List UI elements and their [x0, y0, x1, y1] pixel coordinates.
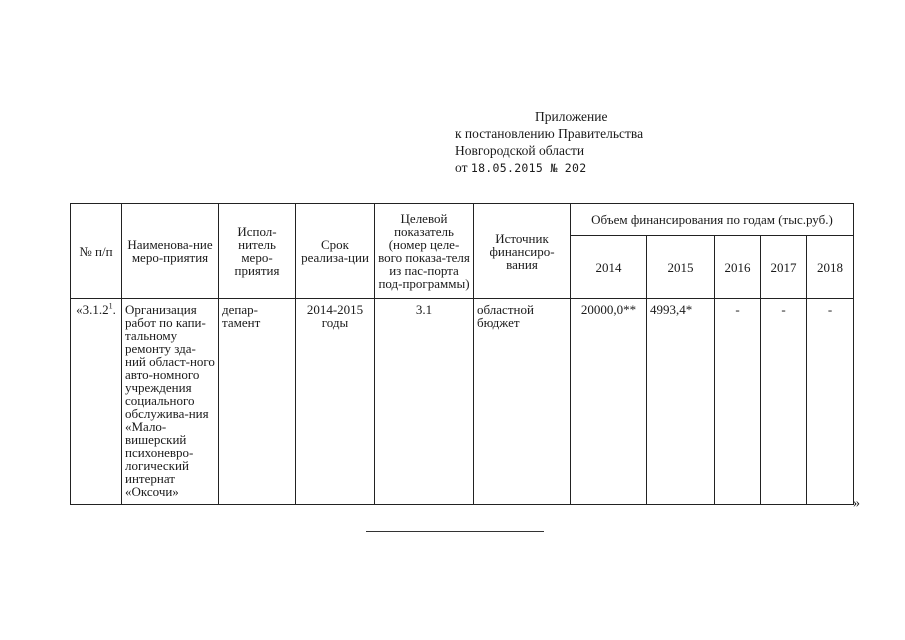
header-year-2014: 2014 [571, 236, 647, 299]
header-name: Наименова-ние меро-приятия [122, 204, 219, 299]
row-executor: депар-тамент [219, 299, 296, 505]
region-line: Новгородской области [455, 143, 585, 158]
row-name: Организация работ по капи-тальному ремонту зда-ний област-ного авто-номного учреждения социального обслужива-ния «Мало-вишерский психоневро-логический интернат «Оксочи» [122, 299, 219, 505]
row-num: «3.1.2$^1$. [71, 299, 122, 505]
header-year-2018: 2018 [807, 236, 854, 299]
row-value-2014: 20000,0** [571, 299, 647, 505]
funding-table [70, 203, 854, 505]
header-year-2017: 2017 [761, 236, 807, 299]
header-year-2016: 2016 [715, 236, 761, 299]
closing-quote: » [853, 496, 860, 511]
row-value-2015: 4993,4* [647, 299, 715, 505]
row-value-2018: - [807, 299, 854, 505]
row-value-2016: - [715, 299, 761, 505]
row-num-superscript: 1 [108, 301, 113, 311]
document-header [455, 108, 643, 177]
date-prefix: от [455, 160, 468, 175]
header-year-2015: 2015 [647, 236, 715, 299]
header-num: № п/п [71, 204, 122, 299]
footer-divider [366, 531, 544, 532]
row-source: областной бюджет [474, 299, 571, 505]
row-indicator: 3.1 [375, 299, 474, 505]
date-line [455, 159, 643, 177]
header-indicator: Целевой показатель (номер целе-вого показа-теля из пас-порта под-программы) [375, 204, 474, 299]
table-row [71, 299, 854, 505]
header-source: Источник финансиро-вания [474, 204, 571, 299]
header-funding-group: Объем финансирования по годам (тыс.руб.) [571, 204, 854, 236]
appendix-title: Приложение [535, 109, 608, 124]
date-number: 18.05.2015 № 202 [470, 161, 587, 175]
row-term: 2014-2015 годы [296, 299, 375, 505]
resolution-line: к постановлению Правительства [455, 126, 644, 141]
header-executor: Испол-нитель меро-приятия [219, 204, 296, 299]
header-term: Срок реализа-ции [296, 204, 375, 299]
row-value-2017: - [761, 299, 807, 505]
